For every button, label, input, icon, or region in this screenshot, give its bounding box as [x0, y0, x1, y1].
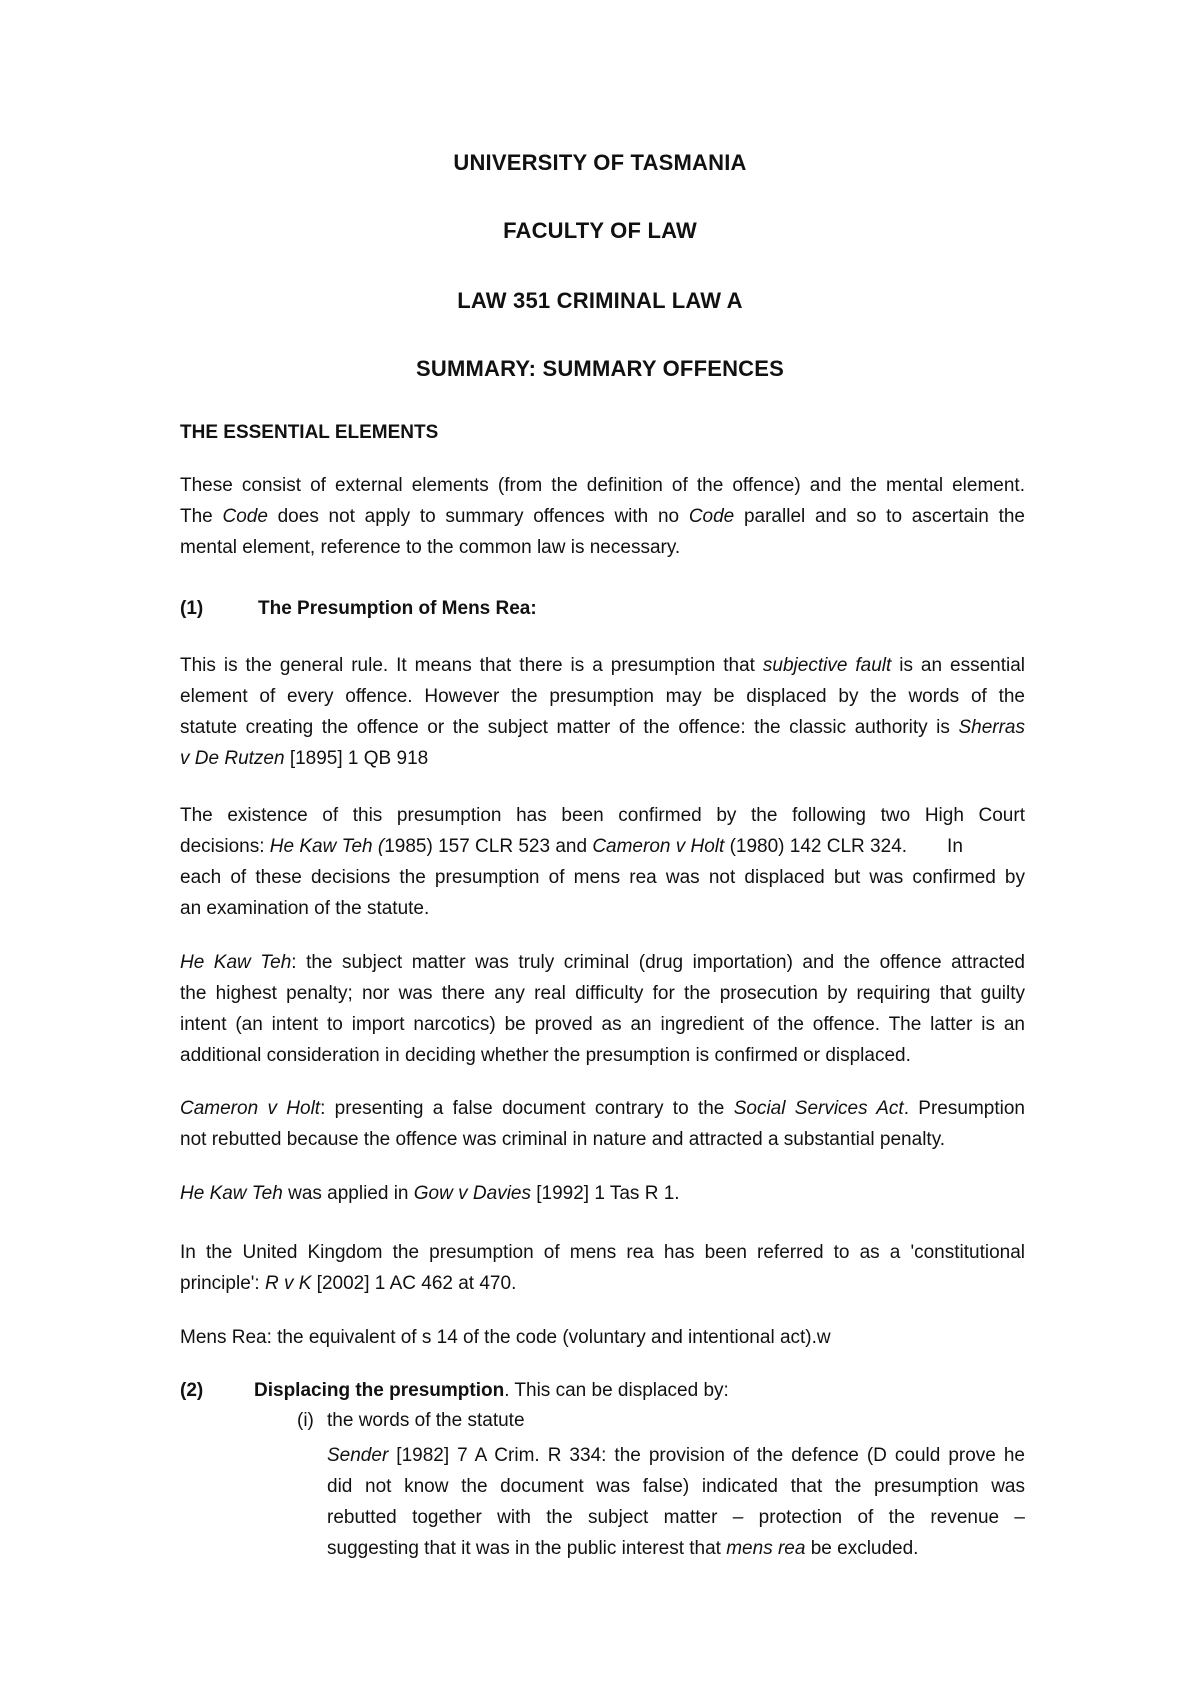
faculty-title: FACULTY OF LAW [503, 218, 697, 243]
gow-paragraph: He Kaw Teh was applied in Gow v Davies [1992] 1 Tas R 1. [180, 1183, 680, 1204]
university-title: UNIVERSITY OF TASMANIA [453, 150, 747, 175]
section-2-title: Displacing the presumption. This can be displaced by: [254, 1380, 729, 1401]
mens-rea-note: Mens Rea: the equivalent of s 14 of the code (voluntary and intentional act).w [180, 1327, 831, 1348]
section-2-number: (2) [180, 1380, 204, 1401]
section-1-number: (1) [180, 598, 204, 619]
essential-paragraph [180, 470, 1025, 563]
essential-line-1: These consist of external elements (from the definition of the offence) and the mental element. [180, 475, 1025, 496]
uk-paragraph: In the United Kingdom the presumption of mens rea has been referred to as a 'constitutional principle': R v K [2002] 1 AC 462 at 470. [180, 1242, 1025, 1294]
essential-elements-heading: THE ESSENTIAL ELEMENTS [180, 422, 439, 443]
essential-line-2: The Code does not apply to summary offences with no Code parallel and so to ascertain the [180, 506, 1025, 527]
cameron-paragraph: Cameron v Holt: presenting a false document contrary to the Social Services Act. Presumption not rebutted because the offence was criminal in nature and attracted a substantial penalty. [180, 1098, 1025, 1150]
sub-item-title: the words of the statute [327, 1410, 525, 1431]
sender-paragraph: Sender [1982] 7 A Crim. R 334: the provision of the defence (D could prove he did not know the document was false) indicated that the presumption was rebutted together with the subject matter – protection of the revenue – suggesting that it was in the public interest that mens rea be excluded. [327, 1445, 1025, 1559]
section-1-title: The Presumption of Mens Rea: [258, 598, 537, 619]
sub-item-number: (i) [297, 1410, 314, 1431]
essential-line-3: mental element, reference to the common law is necessary. [180, 537, 681, 558]
summary-title: SUMMARY: SUMMARY OFFENCES [416, 356, 784, 381]
he-kaw-teh-paragraph: He Kaw Teh: the subject matter was truly criminal (drug importation) and the offence attracted the highest penalty; nor was there any real difficulty for the prosecution by requiring that guilty intent (an intent to import narcotics) be proved as an ingredient of the offence. The latter is an additional consideration in deciding whether the presumption is confirmed or displaced. [180, 952, 1025, 1066]
presumption-paragraph: This is the general rule. It means that there is a presumption that subjective fault is an essential element of every offence. However the presumption may be displaced by the words of the statute creating the offence or the subject matter of the offence: the classic authority is Sherras v De Rutzen [1895] 1 QB 918 [180, 655, 1025, 769]
course-title: LAW 351 CRIMINAL LAW A [457, 288, 743, 313]
high-court-paragraph: The existence of this presumption has been confirmed by the following two High Court decisions: He Kaw Teh (1985) 157 CLR 523 and Cameron v Holt (1980) 142 CLR 324. In each of these decisions the presumption of mens rea was not displaced but was confirmed by an examination of the statute. [180, 805, 1025, 919]
